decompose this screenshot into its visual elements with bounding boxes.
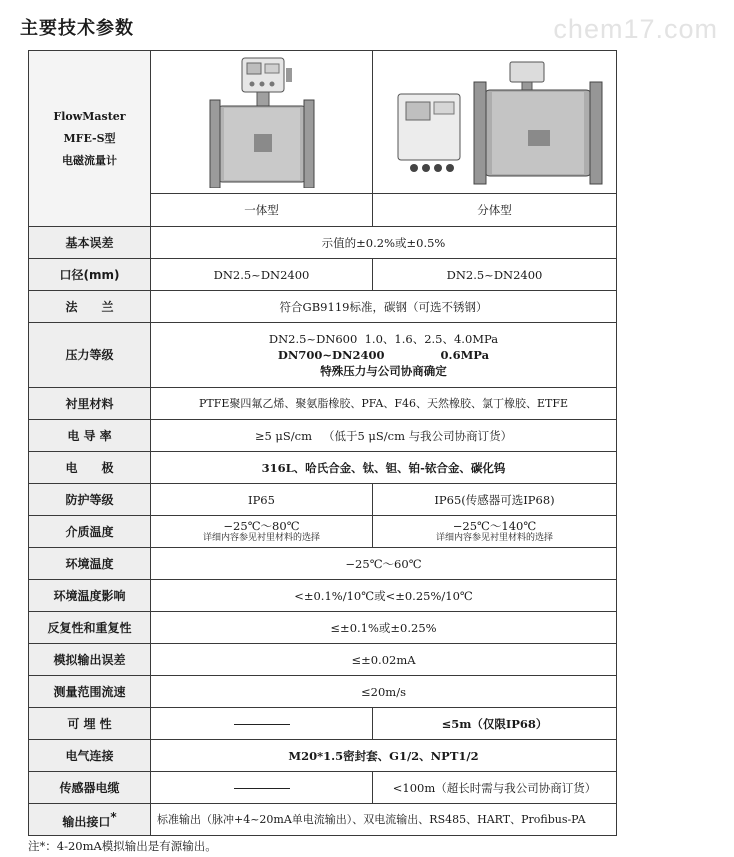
medium-temp-integrated-note: 详细内容参见衬里材料的选择 [202, 533, 320, 543]
not-applicable-dash [234, 724, 290, 725]
integrated-image-cell [151, 51, 373, 194]
medium-temp-remote-range: −25℃～140℃ [452, 519, 537, 533]
row-electrode [29, 452, 617, 484]
remote-image-cell [373, 51, 617, 194]
value-protection-remote: IP65(传感器可选IP68) [373, 484, 617, 516]
type-remote: 分体型 [373, 194, 617, 227]
medium-temp-integrated-range: −25℃～80℃ [223, 519, 300, 533]
value-flange: 符合GB9119标准，碳钢（可选不锈钢） [151, 291, 617, 323]
value-env-temp-effect: <±0.1%/10℃或<±0.25%/10℃ [151, 580, 617, 612]
label-conductivity: 电 导 率 [29, 420, 151, 452]
value-electrode: 316L、哈氏合金、钛、钽、铂-铱合金、碳化钨 [151, 452, 617, 484]
remote-flowmeter-image [380, 56, 610, 188]
value-basic-error: 示值的±0.2%或±0.5% [151, 227, 617, 259]
medium-temp-remote-note: 详细内容参见衬里材料的选择 [435, 533, 553, 543]
value-env-temp: −25℃～60℃ [151, 548, 617, 580]
label-analog-error: 模拟输出误差 [29, 644, 151, 676]
label-env-temp: 环境温度 [29, 548, 151, 580]
header-row [29, 51, 617, 194]
label-flow-range: 测量范围流速 [29, 676, 151, 708]
type-integrated: 一体型 [151, 194, 373, 227]
model-line-brand: FlowMaster [53, 109, 126, 123]
value-caliber-integrated: DN2.5~DN2400 [151, 259, 373, 291]
value-output: 标准输出（脉冲+4~20mA单电流输出）、双电流输出、RS485、HART、Profibus-PA [151, 804, 617, 836]
value-submersible-remote: ≤5m（仅限IP68） [373, 708, 617, 740]
footnote: 注*：4-20mA模拟输出是有源输出。 [28, 839, 217, 853]
value-pressure [151, 323, 617, 388]
value-conductivity: ≥5 μS/cm （低于5 μS/cm 与我公司协商订货） [151, 420, 617, 452]
value-lining: PTFE聚四氟乙烯、聚氨脂橡胶、PFA、F46、天然橡胶、氯丁橡胶、ETFE [151, 388, 617, 420]
row-flow-range [29, 676, 617, 708]
value-medium-temp-remote [373, 516, 617, 548]
label-submersible: 可 埋 性 [29, 708, 151, 740]
label-output-text: 输出接口 [62, 815, 111, 829]
value-sensor-cable-remote: <100m（超长时需与我公司协商订货） [373, 772, 617, 804]
value-medium-temp-integrated [151, 516, 373, 548]
row-pressure [29, 323, 617, 388]
page-title: 主要技术参数 [20, 18, 134, 39]
row-medium-temp [29, 516, 617, 548]
label-output [29, 804, 151, 836]
value-electrical: M20*1.5密封套、G1/2、NPT1/2 [151, 740, 617, 772]
integrated-flowmeter-image [202, 56, 322, 188]
label-flange: 法 兰 [29, 291, 151, 323]
row-lining [29, 388, 617, 420]
label-electrode: 电 极 [29, 452, 151, 484]
row-env-temp-effect [29, 580, 617, 612]
row-conductivity [29, 420, 617, 452]
label-env-temp-effect: 环境温度影响 [29, 580, 151, 612]
value-flow-range: ≤20m/s [151, 676, 617, 708]
row-output [29, 804, 617, 836]
watermark: chem17.com [553, 14, 718, 44]
row-repeatability [29, 612, 617, 644]
label-medium-temp: 介质温度 [29, 516, 151, 548]
pressure-line-special: 特殊压力与公司协商确定 [320, 364, 447, 378]
value-analog-error: ≤±0.02mA [151, 644, 617, 676]
row-electrical [29, 740, 617, 772]
pressure-line-large: DN700~DN2400 0.6MPa [277, 348, 490, 362]
model-name-cell [29, 51, 151, 227]
value-sensor-cable-integrated [151, 772, 373, 804]
row-flange [29, 291, 617, 323]
label-basic-error: 基本误差 [29, 227, 151, 259]
label-protection: 防护等级 [29, 484, 151, 516]
row-submersible [29, 708, 617, 740]
label-pressure: 压力等级 [29, 323, 151, 388]
row-env-temp [29, 548, 617, 580]
footnote-mark: * [110, 810, 117, 824]
row-analog-error [29, 644, 617, 676]
row-sensor-cable [29, 772, 617, 804]
label-sensor-cable: 传感器电缆 [29, 772, 151, 804]
not-applicable-dash [234, 788, 290, 789]
value-protection-integrated: IP65 [151, 484, 373, 516]
value-submersible-integrated [151, 708, 373, 740]
label-repeatability: 反复性和重复性 [29, 612, 151, 644]
label-caliber: 口径(mm) [29, 259, 151, 291]
row-caliber [29, 259, 617, 291]
label-lining: 衬里材料 [29, 388, 151, 420]
label-electrical: 电气连接 [29, 740, 151, 772]
pressure-line-small: DN2.5~DN600 1.0、1.6、2.5、4.0MPa [268, 332, 499, 346]
value-caliber-remote: DN2.5~DN2400 [373, 259, 617, 291]
model-line-name: 电磁流量计 [62, 153, 117, 167]
row-basic-error [29, 227, 617, 259]
value-repeatability: ≤±0.1%或±0.25% [151, 612, 617, 644]
model-line-type: MFE-S型 [63, 131, 116, 145]
spec-table [28, 50, 617, 836]
row-protection [29, 484, 617, 516]
